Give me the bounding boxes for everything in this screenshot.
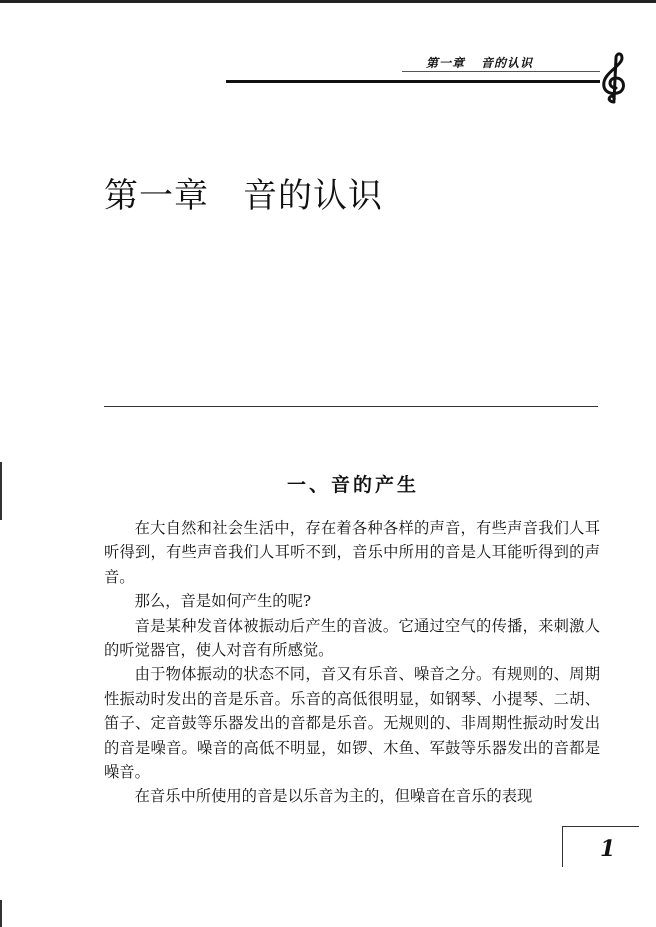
chapter-number: 第一章: [104, 176, 209, 216]
chapter-title: [104, 168, 383, 217]
paragraph: 那么，音是如何产生的呢?: [134, 592, 312, 611]
paragraph: 在音乐中所使用的音是以乐音为主的，但噪音在音乐的表现: [134, 787, 533, 806]
running-header: [426, 54, 533, 71]
header-rule: [226, 80, 600, 83]
treble-clef-icon: [596, 50, 632, 106]
page-number: 1: [600, 836, 616, 862]
paragraph: 在大自然和社会生活中，存在着各种各样的声音，有些声音我们人耳听得到，有些声音我们人耳听不到，音乐中所用的音是人耳能听得到的声音。: [104, 519, 600, 586]
body-text: [104, 516, 600, 809]
running-header-title: 音的认识: [481, 56, 534, 70]
header-rule-thin: [402, 71, 600, 72]
chapter-name: 音的认识: [243, 176, 383, 216]
paragraph: 音是某种发音体被振动后产生的音波。它通过空气的传播，来刺激人的听觉器官，使人对音有所感觉。: [104, 616, 600, 660]
paragraph: 由于物体振动的状态不同，音又有乐音、噪音之分。有规则的、周期性振动时发出的音是乐音。乐音的高低很明显，如钢琴、小提琴、二胡、笛子、定音鼓等乐器发出的音都是乐音。无规则的、非周期性振动时发出的音是噪音。噪音的高低不明显，如锣、木鱼、军鼓等乐器发出的音都是噪音。: [104, 665, 600, 782]
left-edge-mark: [0, 900, 2, 927]
top-border: [0, 0, 656, 3]
running-header-chapter: 第一章: [426, 56, 466, 70]
section-divider: [104, 406, 598, 407]
section-heading: 一、音的产生: [286, 474, 419, 496]
